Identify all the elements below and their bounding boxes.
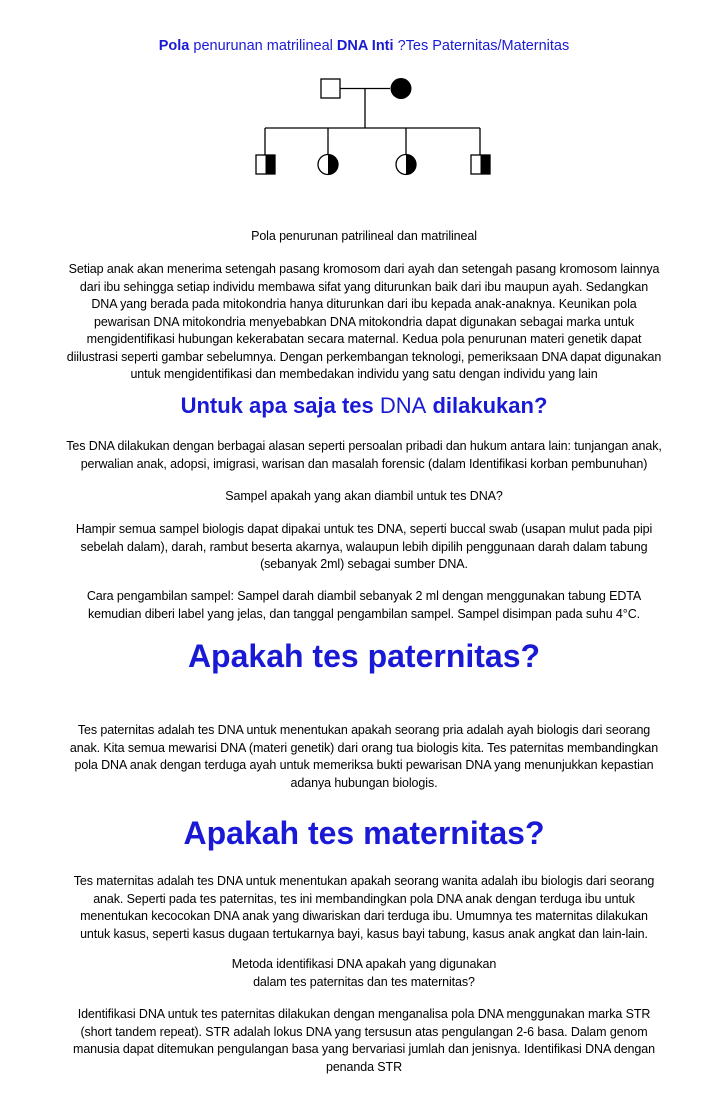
paragraph-maternity: Tes maternitas adalah tes DNA untuk menentukan apakah seorang wanita adalah ibu biologis dari seorang anak. Seperti pada tes paternitas, tes ini membandingkan pola DNA anak dengan terduga ibu untuk menentukan kecocokan DNA anak yang diwariskan dari terduga ibu. Umumnya tes maternitas dilakukan untuk kasus, seperti kasus dugaan tertukarnya bayi, kasus bayi tabung, kasus anak angkat dan lain-lain. (73, 874, 655, 941)
paragraph-inheritance: Setiap anak akan menerima setengah pasang kromosom dari ayah dan setengah pasang kromosom lainnya dari ibu sehingga setiap individu membawa sifat yang diturunkan baik dari ibu maupun ayah. Sedangkan DNA yang berada pada mitokondria hanya diturunkan dari ibu kepada anak-anaknya. Keunikan pola pewarisan DNA mitokondria menyebabkan DNA mitokondria dapat digunakan sebagai marka untuk mengidentifikasi hubungan kekerabatan secara maternal. Kedua pola penurunan materi genetik dapat diilustrasi seperti gambar sebelumnya. Dengan perkembangan teknologi, pemeriksaan DNA dapat digunakan untuk mengidentifikasi dan membedakan individu yang satu dengan individu yang lain (66, 262, 662, 381)
figure-caption: Pola penurunan patrilineal dan matrilineal (251, 229, 477, 243)
question-method: Metoda identifikasi DNA apakah yang digunakan dalam tes paternitas dan tes maternitas? (231, 957, 497, 989)
paragraph-collection: Cara pengambilan sampel: Sampel darah diambil sebanyak 2 ml dengan menggunakan tabung EDTA kemudian diberi label yang jelas, dan tanggal pengambilan sampel. Sampel disimpan pada suhu 4°C. (86, 589, 642, 621)
page-title: Pola penurunan matrilineal DNA Inti ?Tes Paternitas/Maternitas (158, 38, 570, 54)
paragraph-reasons: Tes DNA dilakukan dengan berbagai alasan seperti persoalan pribadi dan hukum antara lain: tunjangan anak, perwalian anak, adopsi, imigrasi, warisan dan masalah forensic (dalam Identifikasi korban pembunuhan) (66, 439, 662, 471)
daughter-1-circle (318, 155, 338, 175)
daughter-2-circle (396, 155, 416, 175)
paragraph-paternity: Tes paternitas adalah tes DNA untuk menentukan apakah seorang pria adalah ayah biologis dari seorang anak. Kita semua mewarisi DNA (materi genetik) dari orang tua biologis kita. Tes paternitas membandingkan pola DNA anak dengan terduga ayah untuk memeriksa bukti pewarisan DNA yang menunjukkan kepastian adanya hubungan biologis. (69, 723, 659, 790)
mother-circle (391, 78, 412, 99)
father-square (321, 79, 340, 98)
pedigree-diagram (250, 76, 500, 180)
question-sample: Sampel apakah yang akan diambil untuk tes DNA? (225, 489, 503, 503)
paragraph-method: Identifikasi DNA untuk tes paternitas dilakukan dengan menganalisa pola DNA menggunakan marka STR (short tandem repeat). STR adalah lokus DNA yang tersusun atas pengulangan 2-6 basa. Dalam genom manusia dapat ditemukan pengulangan basa yang bervariasi jumlah dan jenisnya. Identifikasi DNA dengan penanda STR (73, 1007, 655, 1074)
paragraph-sample: Hampir semua sampel biologis dapat dipakai untuk tes DNA, seperti buccal swab (usapan mulut pada pipi sebelah dalam), darah, rambut beserta akarnya, walaupun lebih dipilih penggunaan darah dalam tabung (sebanyak 2ml) sebagai sumber DNA. (75, 522, 653, 571)
son-1-square (256, 155, 275, 174)
heading-paternity: Apakah tes paternitas? (187, 638, 541, 674)
heading-maternity: Apakah tes maternitas? (183, 815, 545, 851)
heading-why-dna-test: Untuk apa saja tes DNA dilakukan? (180, 393, 548, 418)
son-2-square (471, 155, 490, 174)
